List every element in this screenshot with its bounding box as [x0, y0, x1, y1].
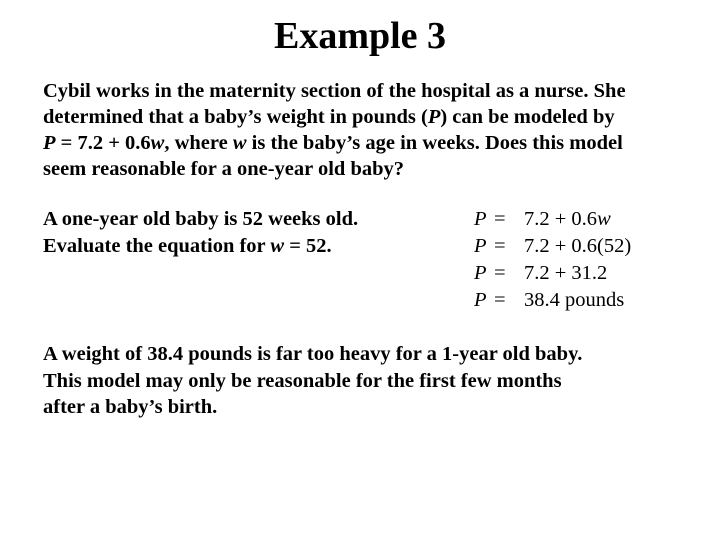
equation-expression: 7.2 + 0.6(52): [524, 235, 632, 257]
variable-w: w: [150, 132, 165, 154]
problem-statement: [43, 78, 683, 182]
variable-p: P: [427, 106, 441, 128]
equals-sign: =: [494, 235, 506, 257]
problem-line-2: [43, 104, 683, 130]
conclusion-line-1: A weight of 38.4 pounds is far too heavy for a 1-year old baby.: [43, 343, 583, 365]
equation-variable: P: [474, 208, 487, 230]
equation-steps: [474, 206, 631, 314]
equation-row: [474, 287, 631, 314]
equation-variable: P: [474, 289, 487, 311]
slide-title: Example 3: [273, 15, 447, 57]
note-text: = 52.: [284, 234, 332, 257]
problem-text: , where: [164, 132, 233, 154]
problem-text: is the baby’s age in weeks. Does this model: [246, 132, 623, 154]
equation-row: [474, 206, 631, 233]
variable-p: P: [43, 132, 56, 154]
equals-sign: =: [494, 262, 506, 284]
expression-text: 7.2 + 0.6: [524, 208, 598, 230]
variable-w: w: [597, 208, 611, 230]
variable-w: w: [232, 132, 247, 154]
equation-row: [474, 233, 631, 260]
equation-expression: 38.4 pounds: [524, 289, 625, 311]
equals-sign: =: [494, 289, 506, 311]
equation-row: [474, 260, 631, 287]
problem-line-4: seem reasonable for a one-year old baby?: [43, 158, 405, 180]
note-text: Evaluate the equation for: [43, 234, 271, 257]
conclusion-line-3: after a baby’s birth.: [43, 396, 218, 418]
conclusion-line-2: This model may only be reasonable for the first few months: [43, 369, 562, 392]
equation-variable: P: [474, 262, 487, 284]
problem-text: = 7.2 + 0.6: [55, 132, 151, 154]
equation-expression: [524, 206, 611, 233]
note-line-2: [43, 233, 423, 260]
problem-text: ) can be modeled by: [440, 106, 615, 128]
variable-w: w: [270, 234, 285, 257]
problem-line-1: Cybil works in the maternity section of the hospital as a nurse. She: [43, 80, 626, 102]
evaluation-note: [43, 206, 423, 259]
conclusion: [43, 341, 683, 421]
equals-sign: =: [494, 208, 506, 230]
note-line-1: A one-year old baby is 52 weeks old.: [43, 208, 359, 230]
problem-line-3: [43, 130, 683, 156]
equation-expression: 7.2 + 31.2: [524, 262, 608, 284]
equation-variable: P: [474, 235, 487, 257]
problem-text: determined that a baby’s weight in pounds (: [43, 106, 428, 128]
